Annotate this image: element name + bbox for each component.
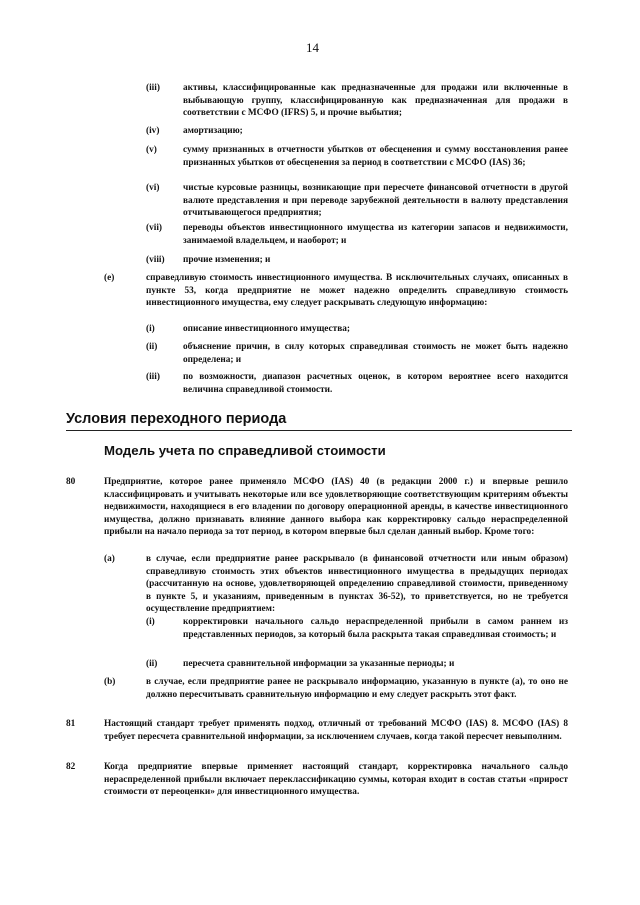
section-heading: Условия переходного периода [66,411,287,427]
subitem-label: (i) [146,324,155,334]
subitem-label: (ii) [146,342,158,352]
paragraph-number: 81 [66,719,76,729]
item-text: в случае, если предприятие ранее раскрывало (в финансовой отчетности или иным образом) справедливую стоимость этих объектов инвестиционного имущества в предыдущих периодах (рассчитанную на основе, удовлетворяющей определению справедливой стоимости, приведенному в пункте 5, и указаниям, приведенным в пунктах 36-52), то приветствуется, но не требуется осуществление предприятием: [146,554,568,615]
item-label: (iv) [146,126,160,136]
paragraph-text: Когда предприятие впервые применяет настоящий стандарт, корректировка начального сальдо нераспределенной прибыли включает переклассификацию суммы, которая входит в состав статьи «прирост стоимости от переоценки» для инвестиционного имущества. [104,762,568,798]
subitem-text: объяснение причин, в силу которых справедливая стоимость не может быть надежно определена; и [183,342,568,365]
item-label: (b) [104,677,116,687]
item-label: (viii) [146,255,165,265]
item-text: прочие изменения; и [183,255,271,265]
item-text: чистые курсовые разницы, возникающие при пересчете финансовой отчетности в другой валюте представления и при переводе зарубежной деятельности в валюту представления отчитывающегося предприятия; [183,183,568,219]
subitem-text: пересчета сравнительной информации за указанные периоды; и [183,659,455,669]
item-text: переводы объектов инвестиционного имущества из категории запасов и недвижимости, занимаемой владельцем, и наоборот; и [183,223,568,246]
subitem-label: (iii) [146,372,160,382]
item-text: в случае, если предприятие ранее не раскрывало информацию, указанную в пункте (а), то оно не должно пересчитывать сравнительную информацию и ему следует раскрыть этот факт. [146,677,568,700]
subitem-label: (i) [146,617,155,627]
item-label: (a) [104,554,115,564]
item-label: (e) [104,273,115,283]
page-number: 14 [306,40,319,55]
paragraph-number: 80 [66,477,76,487]
item-text: справедливую стоимость инвестиционного имущества. В исключительных случаях, описанных в пункте 53, когда предприятие не может надежно определить справедливую стоимость инвестиционного имущества, ему следует раскрывать следующую информацию: [146,273,568,309]
paragraph-number: 82 [66,762,76,772]
subitem-text: по возможности, диапазон расчетных оценок, в котором вероятнее всего находится величина справедливой стоимости. [183,372,568,395]
subitem-label: (ii) [146,659,158,669]
section-divider [66,430,572,431]
subitem-text: корректировки начального сальдо нераспределенной прибыли в самом раннем из представленных периодов, за который была раскрыта такая справедливая стоимость; и [183,617,568,640]
subsection-heading: Модель учета по справедливой стоимости [104,443,386,458]
item-text: амортизацию; [183,126,243,136]
item-text: активы, классифицированные как предназначенные для продажи или включенные в выбывающую группу, классифицированную как предназначенная для продажи в соответствии с МСФО (IFRS) 5, и прочие выбытия; [183,83,568,119]
subitem-text: описание инвестиционного имущества; [183,324,351,334]
paragraph-text: Предприятие, которое ранее применяло МСФО (IAS) 40 (в редакции 2000 г.) и впервые решило классифицировать и учитывать некоторые или все удовлетворяющие соответствующим критериям объекты недвижимости, находящиеся в его владении по договору операционной аренды, в качестве инвестиционного имущества, должно признавать влияние данного выбора как корректировку сальдо нераспределенной прибыли на начало периода за тот период, в котором впервые был сделан данный выбор. Кроме того: [104,477,568,538]
item-label: (v) [146,145,157,155]
item-label: (vi) [146,183,160,193]
item-text: сумму признанных в отчетности убытков от обесценения и сумму восстановления ранее признанных убытков от обесценения за период в соответствии с МСФО (IAS) 36; [183,145,568,168]
item-label: (iii) [146,83,160,93]
item-label: (vii) [146,223,163,233]
paragraph-text: Настоящий стандарт требует применять подход, отличный от требований МСФО (IAS) 8. МСФО (IAS) 8 требует пересчета сравнительной информации, за исключением случаев, когда такой пересчет невыполним. [104,719,568,742]
